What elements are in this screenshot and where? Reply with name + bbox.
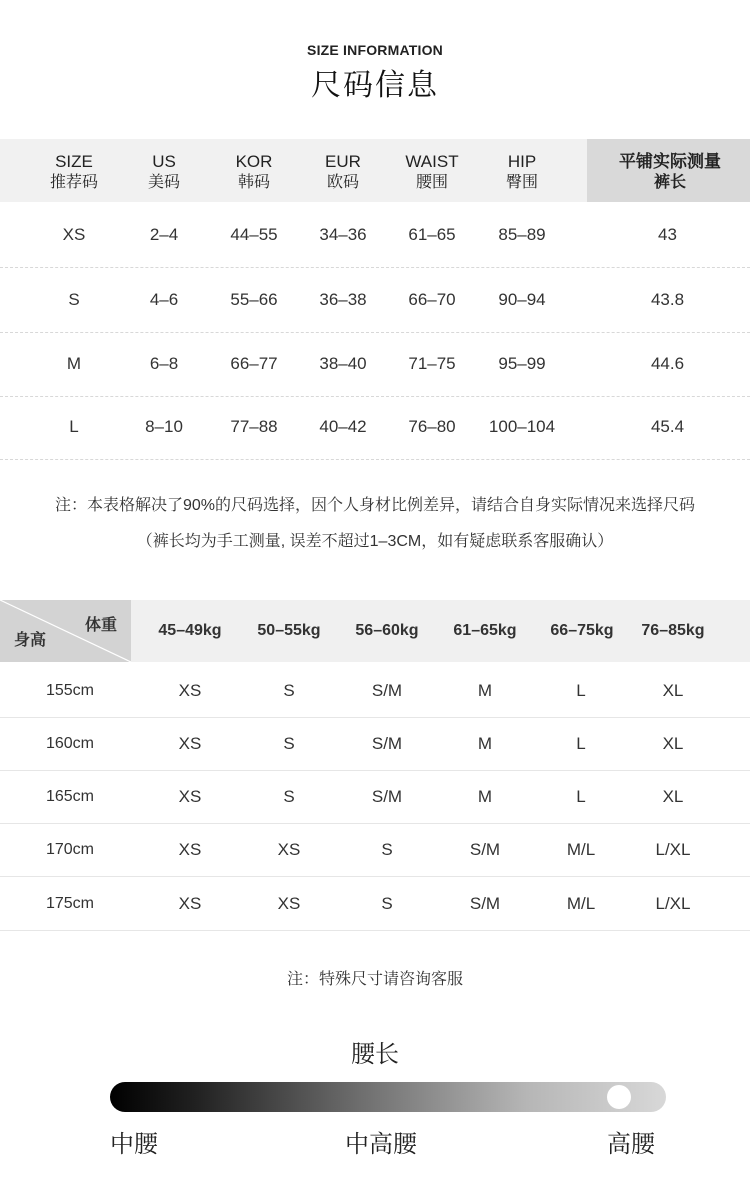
col-eur (298, 151, 388, 193)
table-row (0, 332, 750, 397)
table-cell: XS (277, 894, 301, 913)
col-size (29, 151, 119, 193)
table-cell: 90–94 (498, 290, 546, 309)
waist-label-mid-high: 中高腰 (345, 1131, 417, 1158)
col-label-cn: 韩码 (237, 174, 270, 191)
table-row (0, 823, 750, 877)
table-cell: L (576, 681, 586, 700)
table-cell: M/L (566, 894, 596, 913)
table-cell: S/M (469, 894, 501, 913)
section-title-cn: 尺码信息 (311, 69, 439, 102)
col-label-cn: 美码 (147, 174, 180, 191)
waist-title: 腰长 (351, 1041, 399, 1068)
table-cell: XS (178, 894, 202, 913)
size-note: 注：本表格解决了90%的尺码选择，因个人身材比例差异，请结合自身实际情况来选择尺码 (54, 497, 696, 514)
table-cell: S/M (371, 787, 403, 806)
height-cell: 155cm (45, 682, 95, 699)
col-label-cn: 欧码 (326, 174, 359, 191)
table-cell: XS (62, 225, 86, 244)
table-row (0, 268, 750, 333)
table-cell: M (477, 734, 493, 753)
table-cell: XS (277, 840, 301, 859)
table-cell: XL (662, 734, 684, 753)
table-cell: 95–99 (498, 354, 546, 373)
table-cell: XS (178, 681, 202, 700)
table-cell: S (283, 787, 295, 806)
col-label-en: WAIST (405, 152, 459, 171)
col-waist (387, 151, 477, 193)
table-cell: XL (662, 787, 684, 806)
table-cell: 76–80 (408, 417, 456, 436)
table-cell: 66–77 (230, 354, 278, 373)
table-cell: 6–8 (149, 354, 179, 373)
col-label-cn: 腰围 (415, 174, 448, 191)
table-cell: M (66, 354, 82, 373)
table-cell: XS (178, 787, 202, 806)
table-row (0, 717, 750, 771)
table-cell: XL (662, 681, 684, 700)
weight-column-header: 61–65kg (453, 622, 517, 639)
table-cell: 55–66 (230, 290, 278, 309)
table-row (0, 203, 750, 268)
table-cell: XS (178, 734, 202, 753)
table-cell: S (381, 840, 393, 859)
table-cell: M/L (566, 840, 596, 859)
col-label-cn: 推荐码 (49, 174, 98, 191)
col-hip (477, 151, 567, 193)
table-cell: XS (178, 840, 202, 859)
table-cell: 38–40 (319, 354, 367, 373)
col-label-en: KOR (235, 152, 273, 171)
table-cell: S/M (371, 681, 403, 700)
table-cell: 2–4 (149, 225, 179, 244)
waist-label-high: 高腰 (607, 1131, 655, 1158)
height-cell: 160cm (45, 735, 95, 752)
special-size-note: 注：特殊尺寸请咨询客服 (286, 971, 463, 988)
col-length (590, 151, 750, 193)
size-table-header (0, 139, 750, 202)
table-row (0, 770, 750, 824)
weight-column-header: 45–49kg (158, 622, 222, 639)
table-cell: M (477, 681, 493, 700)
table-cell: 8–10 (145, 417, 183, 436)
table-cell: 4–6 (149, 290, 179, 309)
col-label-en: 平铺实际测量 (619, 152, 721, 171)
section-title-en: SIZE INFORMATION (307, 42, 443, 58)
table-cell: 100–104 (488, 417, 556, 436)
table-cell: L (69, 417, 79, 436)
table-cell: S (283, 734, 295, 753)
col-label-en: EUR (325, 152, 361, 171)
table-cell: 61–65 (408, 225, 456, 244)
table-cell: L (576, 787, 586, 806)
weight-column-header: 76–85kg (641, 622, 705, 639)
table-cell: L (576, 734, 586, 753)
col-kor (209, 151, 299, 193)
table-cell: S/M (469, 840, 501, 859)
height-cell: 170cm (45, 841, 95, 858)
fit-table-header (131, 600, 750, 662)
table-cell: 85–89 (498, 225, 546, 244)
col-label-cn: 裤长 (653, 174, 686, 191)
table-cell: L/XL (655, 840, 691, 859)
height-cell: 165cm (45, 788, 95, 805)
length-note: （裤长均为手工测量, 误差不超过1–3CM，如有疑虑联系客服确认） (136, 533, 614, 550)
col-us (119, 151, 209, 193)
table-row (0, 664, 750, 718)
col-label-en: HIP (507, 152, 537, 171)
table-cell: 71–75 (408, 354, 456, 373)
table-cell: 44.6 (650, 354, 685, 373)
col-label-en: US (152, 152, 176, 171)
table-cell: 45.4 (650, 417, 685, 436)
table-cell: 40–42 (319, 417, 367, 436)
table-row (0, 877, 750, 931)
weight-label: 体重 (84, 617, 117, 634)
table-cell: 44–55 (230, 225, 278, 244)
table-cell: 66–70 (408, 290, 456, 309)
table-row (0, 395, 750, 460)
waist-label-mid: 中腰 (110, 1131, 158, 1158)
table-cell: S (68, 290, 80, 309)
fit-table-corner (0, 600, 131, 662)
col-label-en: SIZE (55, 152, 93, 171)
table-cell: M (477, 787, 493, 806)
table-cell: S (381, 894, 393, 913)
table-cell: 34–36 (319, 225, 367, 244)
table-cell: 43.8 (650, 290, 685, 309)
weight-column-header: 50–55kg (257, 622, 321, 639)
table-cell: L/XL (655, 894, 691, 913)
table-cell: S (283, 681, 295, 700)
table-cell: S/M (371, 734, 403, 753)
table-cell: 43 (658, 225, 677, 244)
weight-column-header: 66–75kg (550, 622, 614, 639)
waist-gradient-bar (110, 1082, 666, 1112)
col-label-cn: 臀围 (505, 174, 538, 191)
height-cell: 175cm (45, 895, 95, 912)
height-label: 身高 (14, 632, 47, 649)
weight-column-header: 56–60kg (355, 622, 419, 639)
table-cell: 36–38 (319, 290, 367, 309)
table-cell: 77–88 (230, 417, 278, 436)
